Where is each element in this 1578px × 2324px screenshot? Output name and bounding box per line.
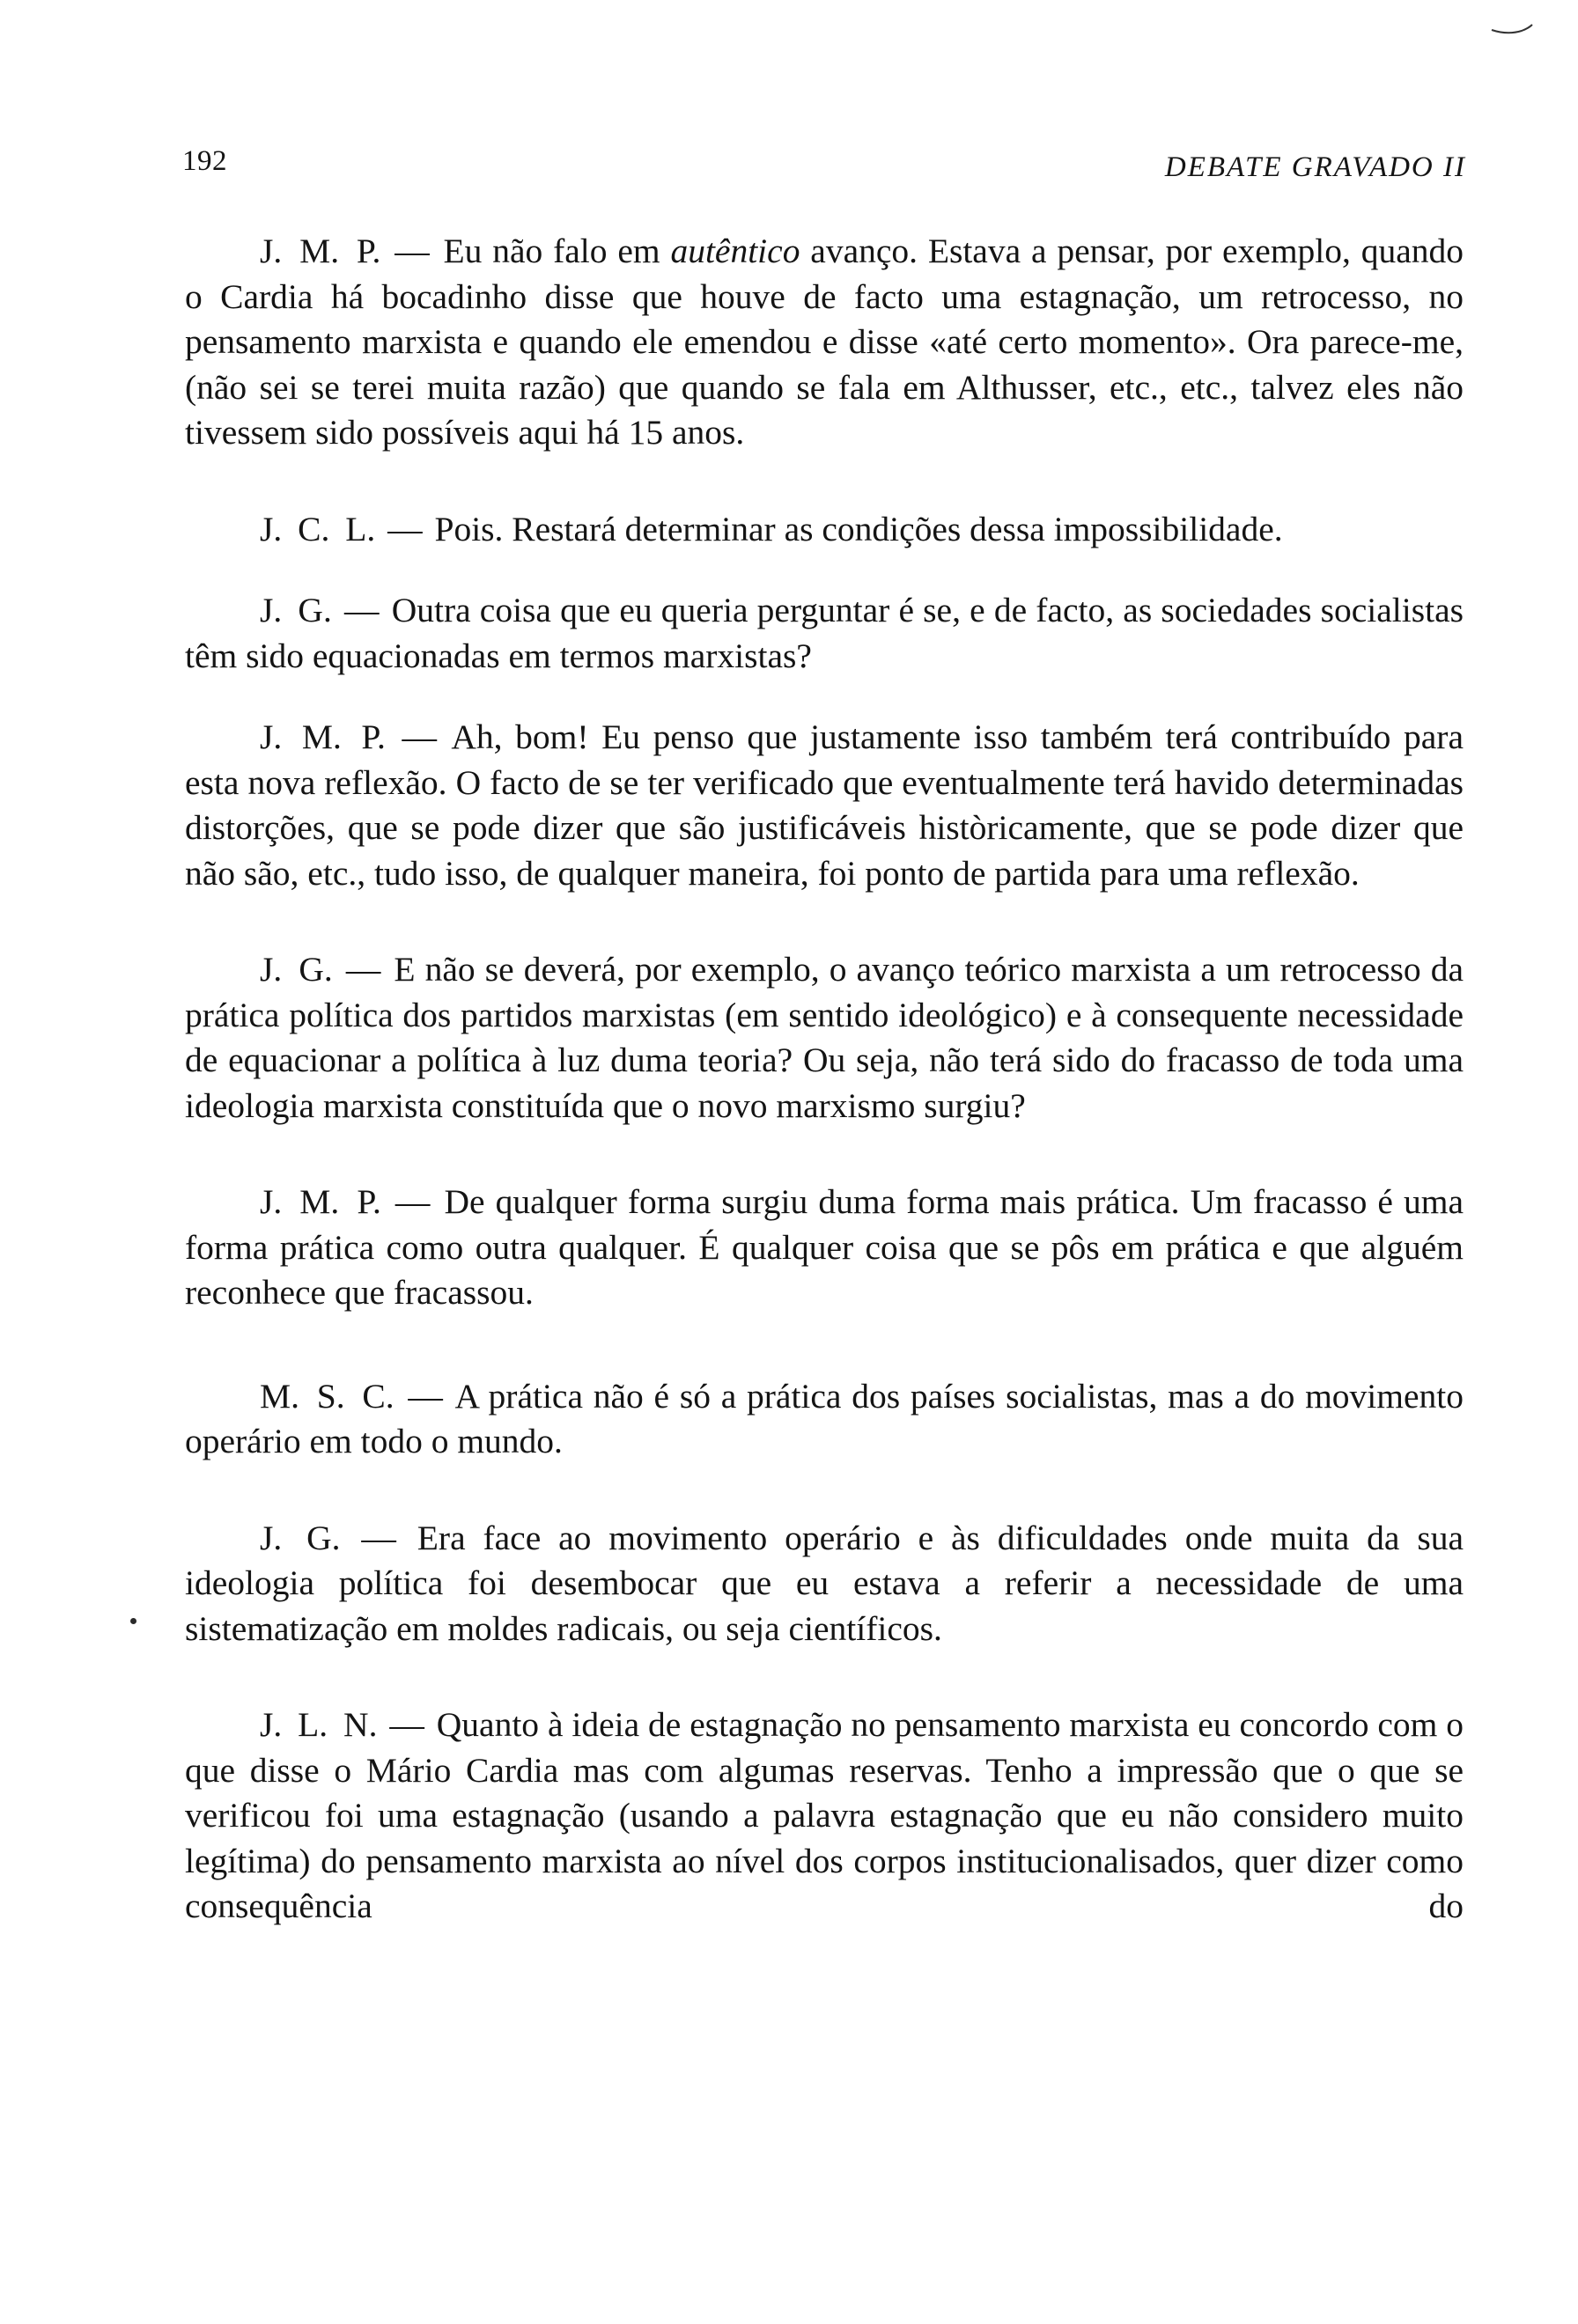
utterance-text: Era face ao movimento operário e às dificuldades onde muita da sua ideologia política foi desembocar que eu estava a referir a necessidade de uma sistematização em moldes radicais, ou seja científicos.	[185, 1518, 1464, 1648]
transcript-body	[185, 229, 1464, 1966]
exchange-8	[185, 1516, 1464, 1652]
speaker-label: J. M. P.	[260, 1182, 381, 1221]
em-dash: —	[408, 1376, 443, 1416]
utterance-text: E não se deverá, por exemplo, o avanço teórico marxista a um retrocesso da prática política dos partidos marxistas (em sentido ideológico) e à consequente necessidade de equacionar a política à luz duma teoria? Ou seja, não terá sido do fracasso de toda uma ideologia marxista constituída que o novo marxismo surgiu?	[185, 950, 1464, 1125]
emphasized-word: autêntico	[670, 232, 800, 270]
speaker-label: J. G.	[260, 950, 333, 989]
exchange-2	[185, 507, 1464, 553]
page-number: 192	[182, 145, 227, 177]
utterance-text: Eu não falo em	[432, 232, 671, 270]
scan-mark-icon	[1490, 23, 1534, 37]
em-dash: —	[361, 1518, 396, 1557]
utterance-text: Quanto à ideia de estagnação no pensamento marxista eu concordo com o que disse o Mário Cardia mas com algumas reservas. Tenho a impressão que o que se verificou foi uma estagnação (usando a palavra estagnação que eu não considero muito legítima) do pensamento marxista ao nível dos corpos institucionalisados, quer dizer como consequência do	[185, 1705, 1464, 1925]
utterance-text: Ah, bom! Eu penso que justamente isso também terá contribuído para esta nova reflexão. O facto de se ter verificado que eventualmente terá havido determinadas distorções, que se pode dizer que são justificáveis històricamente, que se pode dizer que não são, etc., tudo isso, de qualquer maneira, foi ponto de partida para uma reflexão.	[185, 717, 1464, 893]
exchange-7	[185, 1374, 1464, 1465]
utterance-text: A prática não é só a prática dos países socialistas, mas a do movimento operário em todo o mundo.	[185, 1376, 1464, 1460]
running-head: DEBATE GRAVADO II	[1164, 151, 1466, 183]
exchange-6	[185, 1180, 1464, 1316]
speaker-label: J. M. P.	[260, 717, 386, 756]
speaker-label: J. L. N.	[260, 1705, 378, 1744]
em-dash: —	[402, 717, 437, 756]
em-dash: —	[389, 1705, 424, 1744]
speaker-label: M. S. C.	[260, 1376, 394, 1416]
em-dash: —	[344, 591, 380, 629]
exchange-1	[185, 229, 1464, 456]
exchange-3	[185, 588, 1464, 679]
utterance-text: Pois. Restará determinar as condições dessa impossibilidade.	[425, 509, 1283, 548]
speaker-label: J. C. L.	[260, 509, 376, 548]
exchange-5	[185, 947, 1464, 1129]
em-dash: —	[387, 509, 423, 548]
em-dash: —	[394, 1182, 431, 1221]
speaker-label: J. G.	[260, 591, 332, 629]
utterance-text: Outra coisa que eu queria perguntar é se, e de facto, as sociedades socialistas têm sido equacionadas em termos marxistas?	[185, 591, 1464, 675]
margin-dot	[130, 1618, 136, 1624]
speaker-label: J. M. P.	[260, 232, 381, 270]
exchange-9	[185, 1703, 1464, 1930]
utterance-text: avanço. Estava a pensar, por exemplo, quando o Cardia há bocadinho disse que houve de facto uma estagnação, um retrocesso, no pensamento marxista e quando ele emendou e disse «até certo momento». Ora parece-me, (não sei se terei muita razão) que quando se fala em Althusser, etc., etc., talvez eles não tivessem sido possíveis aqui há 15 anos.	[185, 232, 1464, 452]
utterance-text: De qualquer forma surgiu duma forma mais prática. Um fracasso é uma forma prática como outra qualquer. É qualquer coisa que se pôs em prática e que alguém reconhece que fracassou.	[185, 1182, 1464, 1312]
speaker-label: J. G.	[260, 1518, 341, 1557]
em-dash: —	[394, 232, 430, 270]
em-dash: —	[345, 950, 381, 989]
exchange-4	[185, 715, 1464, 896]
